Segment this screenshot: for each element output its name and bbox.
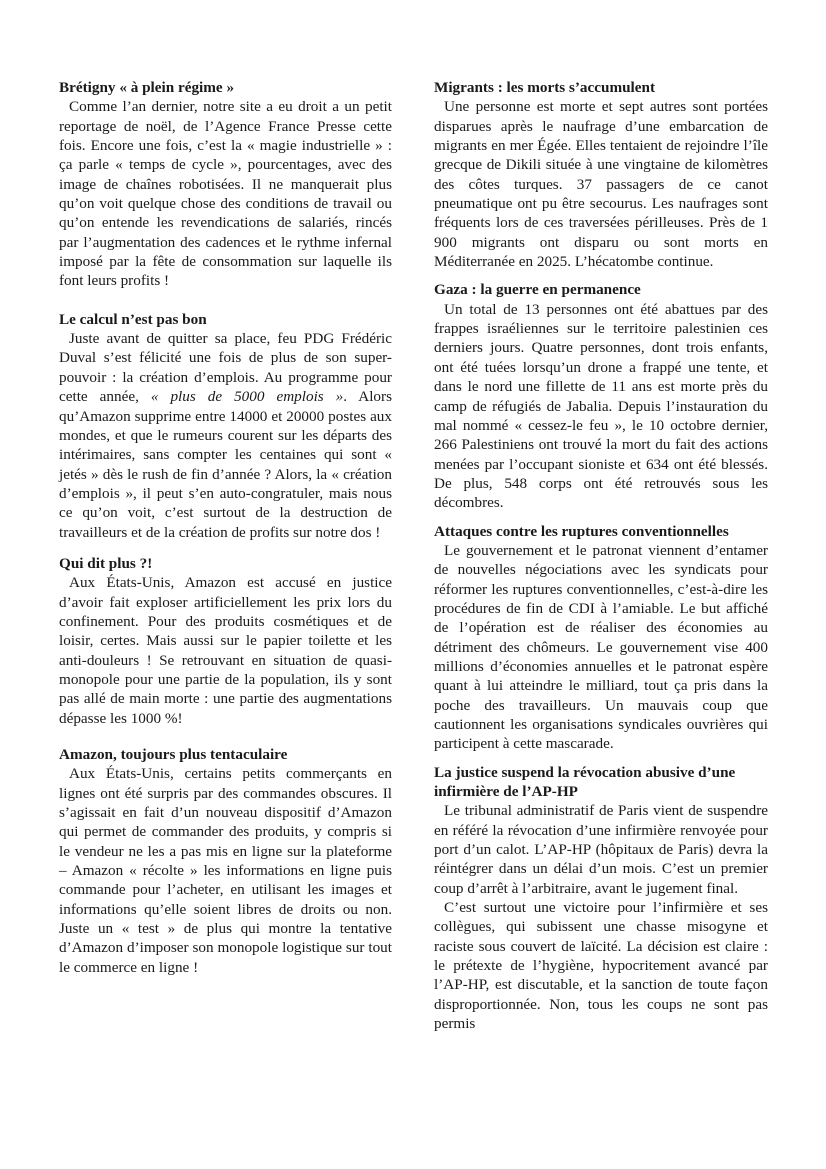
quote-italic: « plus de 5000 emplois » <box>150 388 344 406</box>
article-bretigny <box>59 78 392 291</box>
article-title: Le calcul n’est pas bon <box>59 310 207 328</box>
article-paragraph: C’est surtout une victoire pour l’infirmière et ses collègues, qui subissent une chasse misogyne et raciste sous couvert de laïcité. La décision est claire : le prétexte de l’hygiène, hypocritement avancé par l’AP-HP, est discutable, et la sanction de toute façon disproportionnée. Non, tous les coups ne sont pas permis <box>434 899 768 1033</box>
article-title: Qui dit plus ?! <box>59 554 153 572</box>
spacer <box>434 271 768 280</box>
spacer <box>59 728 392 745</box>
spacer <box>59 291 392 310</box>
article-qui-dit-plus <box>59 554 392 728</box>
text-run: . Alors qu’Amazon supprime entre 14000 et 20000 postes aux mondes, et que le rumeurs courent sur les départs des intérimaires, sans compter les centaines qui sont « jetés » dès le rush de fin d’année ? Alors, la « création d’emplois », il peut s’en auto-congratuler, mais nous ce qu’on voit, c’est surtout de la destruction de travailleurs et de la création de profits sur notre dos ! <box>59 388 392 541</box>
article-paragraph: Un total de 13 personnes ont été abattues par des frappes israéliennes sur le territoire palestinien ces derniers jours. Quatre personnes, dont trois enfants, ont été tuées lorsqu’un drone a frappé une tente, et dans le nord une fillette de 11 ans est morte près du camp de réfugiés de Jabalia. Depuis l’instauration du mal nommé « cessez-le feu », le 10 octobre dernier, 266 Palestiniens ont trouvé la mort du fait des actions menées par l’occupant sioniste et 634 ont été blessés. De plus, 548 corps ont été retrouvés sous les décombres. <box>434 300 768 512</box>
spacer <box>59 542 392 554</box>
article-ruptures-conventionnelles <box>434 522 768 754</box>
article-paragraph: Aux États-Unis, Amazon est accusé en justice d’avoir fait exploser artificiellement les prix lors du confinement. Pour des produits cosmétiques et de loisir, certes. Mais aussi sur le papier toilette et les anti-douleurs ! Se retrouvant en situation de quasi-monopole pour une partie de la population, ils y sont pas allé de main morte : une partie des augmentations dépasse les 1000 %! <box>59 574 392 727</box>
article-justice-infirmiere <box>434 763 768 1034</box>
article-paragraph: Une personne est morte et sept autres sont portées disparues après le naufrage d’une embarcation de migrants en mer Égée. Elles tentaient de rejoindre l’île grecque de Dikili située à une vingtaine de kilomètres des côtes turques. 37 passagers de ce canot pneumatique ont pu être secourus. Les naufrages sont fréquents lors de ces traversées périlleuses. Près de 1 900 migrants ont disparu ou sont morts en Méditerranée en 2025. L’hécatombe continue. <box>434 98 768 271</box>
article-title: Brétigny « à plein régime » <box>59 79 235 96</box>
article-paragraph: Le tribunal administratif de Paris vient de suspendre en référé la révocation d’une infirmière renvoyée pour port d’un calot. L’AP-HP (hôpitaux de Paris) devra la réintégrer dans un délai d’un mois. C’est un premier coup d’arrêt à l’arbitraire, avant le jugement final. <box>434 802 768 897</box>
article-paragraph: Aux États-Unis, certains petits commerçants en lignes ont été surpris par des commandes obscures. Il s’agissait en fait d’un nouveau dispositif d’Amazon qui permet de commander des produits, y compris si le vendeur ne les a pas mis en ligne sur la plateforme – Amazon « récolte » les informations en ligne puis commande pour l’acheter, en utilisant les images et informations qu’elle soient libres de droits ou non. Juste un « test » de plus qui montre la tentative d’Amazon d’imposer son monopole logistique sur tout le commerce en ligne ! <box>59 765 392 976</box>
article-migrants <box>434 78 768 271</box>
article-calcul <box>59 310 392 542</box>
article-paragraph: Comme l’an dernier, notre site a eu droit a un petit reportage de noël, de l’Agence France Presse cette fois. Encore une fois, c’est la « magie industrielle » : ça parle « temps de cycle », pourcentages, avec des image de chaînes robotisées. Il ne manquerait plus qu’on voit quelque chose des conditions de travail ou qu’on entende les revendications de salariés, rincés par l’augmentation des cadences et le rythme infernal imposé par la fête de consommation sur laquelle ils font leurs profits ! <box>59 98 392 290</box>
spacer <box>434 513 768 522</box>
article-title: Migrants : les morts s’accumulent <box>434 79 656 96</box>
article-gaza <box>434 280 768 512</box>
right-column <box>434 78 768 1034</box>
article-amazon-tentaculaire <box>59 745 392 977</box>
spacer <box>434 754 768 763</box>
article-paragraph <box>59 329 392 542</box>
article-paragraph: Le gouvernement et le patronat viennent d’entamer de nouvelles négociations avec les syndicats pour réformer les ruptures conventionnelles, c’est-à-dire les procédures de fin de CDI à l’amiable. Le but affiché de l’opération est de réaliser des économies au détriment des chômeurs. Le gouvernement vise 400 millions d’économies annuelles et le patronat espère quant à lui atteindre le milliard, tout ça pris dans la poche des travailleurs. Un mauvais coup que cautionnent les organisations syndicales ouvrières qui participent à cette mascarade. <box>434 541 768 753</box>
left-column <box>59 78 392 977</box>
article-title: La justice suspend la révocation abusive d’une infirmière de l’AP-HP <box>434 763 736 801</box>
text-run: Juste avant de quitter sa place, feu PDG Frédéric Duval s’est félicité une fois de plus de son super-pouvoir : la création d’emplois. Au programme pour cette année, <box>59 330 392 406</box>
article-title: Gaza : la guerre en permanence <box>434 281 641 299</box>
article-title: Amazon, toujours plus tentaculaire <box>59 746 288 763</box>
article-title: Attaques contre les ruptures conventionnelles <box>434 522 729 540</box>
